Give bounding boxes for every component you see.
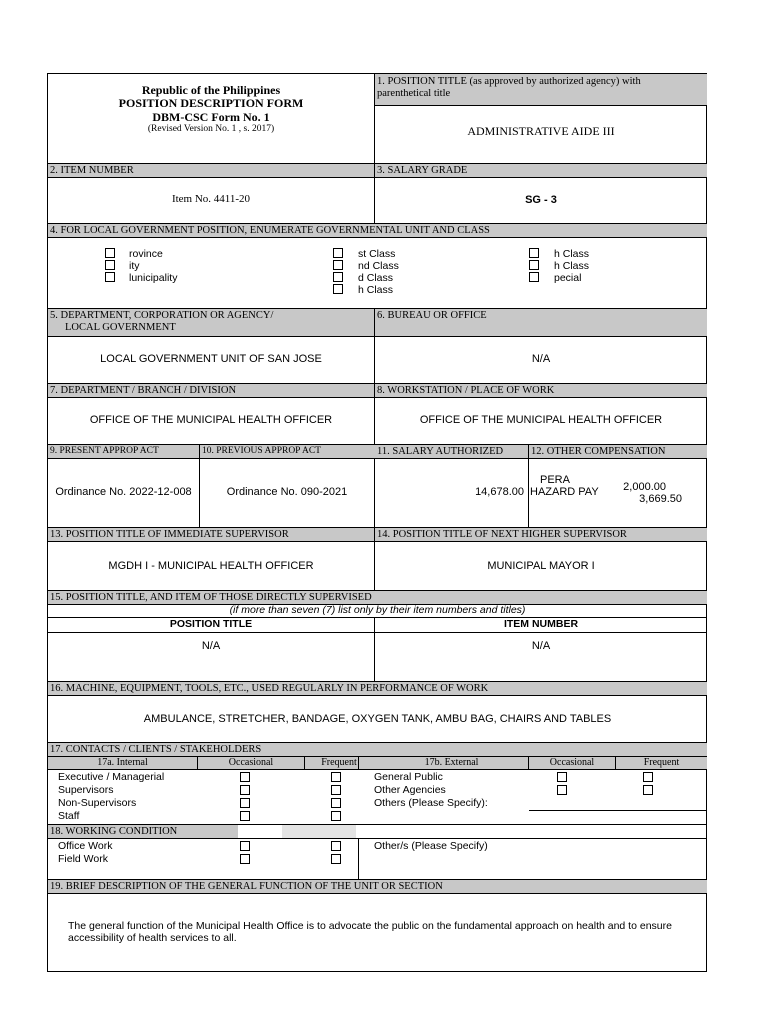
- supervised-position-value: N/A: [201, 640, 221, 652]
- class-list-b: [554, 248, 589, 284]
- form-title: POSITION DESCRIPTION FORM: [118, 96, 304, 110]
- position-description-form: [47, 73, 707, 972]
- internal-occasional-checkbox[interactable]: [240, 785, 250, 795]
- internal-frequent-checkbox[interactable]: [331, 772, 341, 782]
- class-checkbox[interactable]: [333, 284, 343, 294]
- section-18-label: 18. WORKING CONDITION: [48, 825, 238, 838]
- class-checkbox[interactable]: [333, 260, 343, 270]
- item-number-column-header: ITEM NUMBER: [503, 618, 579, 630]
- external-frequent-checkbox[interactable]: [643, 772, 653, 782]
- external-frequent-checkbox[interactable]: [643, 785, 653, 795]
- external-contact-label: General Public: [374, 771, 443, 783]
- section-8-label: 8. WORKSTATION / PLACE OF WORK: [375, 384, 707, 397]
- class-label: h Class: [554, 248, 590, 260]
- section-9-label: 9. PRESENT APPROP ACT: [48, 445, 199, 458]
- division-value: OFFICE OF THE MUNICIPAL HEALTH OFFICER: [89, 414, 333, 426]
- section-1-label-2: parenthetical title: [377, 88, 451, 99]
- internal-contact-label: Staff: [58, 810, 80, 822]
- section-5-header: [48, 309, 374, 336]
- external-contact-label: Other Agencies: [374, 784, 446, 796]
- class-label: h Class: [554, 260, 590, 272]
- position-title-column-header: POSITION TITLE: [169, 618, 253, 630]
- section-4-label: 4. FOR LOCAL GOVERNMENT POSITION, ENUMERATE GOVERNMENTAL UNIT AND CLASS: [48, 224, 707, 237]
- form-number: DBM-CSC Form No. 1: [152, 110, 270, 124]
- external-contact-label: Others (Please Specify):: [374, 797, 488, 809]
- pera-amount: 2,000.00: [623, 481, 666, 493]
- internal-contact-label: Supervisors: [58, 784, 114, 796]
- working-condition-label: Office Work: [58, 840, 113, 852]
- section-18-shade: [282, 825, 334, 838]
- internal-contacts-list: [58, 771, 164, 823]
- internal-frequent-checkbox[interactable]: [331, 785, 341, 795]
- province-checkbox[interactable]: [105, 248, 115, 258]
- city-checkbox[interactable]: [105, 260, 115, 270]
- section-15-label: 15. POSITION TITLE, AND ITEM OF THOSE DIRECTLY SUPERVISED: [48, 591, 707, 604]
- external-occasional-checkbox[interactable]: [557, 785, 567, 795]
- general-function-description: The general function of the Municipal Health Office is to advocate the public on the fundamental approach on health and to ensure accessibility of health services to all.: [68, 920, 672, 944]
- position-title-value: ADMINISTRATIVE AIDE III: [467, 124, 615, 138]
- section-19-label: 19. BRIEF DESCRIPTION OF THE GENERAL FUNCTION OF THE UNIT OR SECTION: [48, 880, 707, 893]
- internal-frequent-checkbox[interactable]: [331, 811, 341, 821]
- class-checkbox[interactable]: [529, 260, 539, 270]
- hazard-pay-label: HAZARD PAY: [530, 486, 599, 498]
- internal-occasional-header: Occasional: [228, 757, 274, 768]
- present-approp-value: Ordinance No. 2022-12-008: [55, 486, 192, 498]
- section-11-label: 11. SALARY AUTHORIZED: [375, 445, 528, 458]
- section-10-label: 10. PREVIOUS APPROP ACT: [200, 445, 374, 458]
- hazard-pay-amount: 3,669.50: [639, 493, 682, 505]
- section-5-label: 5. DEPARTMENT, CORPORATION OR AGENCY/: [50, 310, 274, 321]
- section-13-label: 13. POSITION TITLE OF IMMEDIATE SUPERVISOR: [48, 528, 374, 541]
- form-revision: (Revised Version No. 1 , s. 2017): [147, 124, 275, 134]
- special-checkbox[interactable]: [529, 272, 539, 282]
- section-17-label: 17. CONTACTS / CLIENTS / STAKEHOLDERS: [48, 743, 707, 756]
- section-2-label: 2. ITEM NUMBER: [48, 164, 374, 177]
- equipment-value: AMBULANCE, STRETCHER, BANDAGE, OXYGEN TANK, AMBU BAG, CHAIRS AND TABLES: [143, 713, 612, 725]
- working-condition-list: [58, 840, 112, 866]
- class-list-a: [358, 248, 399, 296]
- class-checkbox[interactable]: [333, 272, 343, 282]
- class-checkbox[interactable]: [333, 248, 343, 258]
- department-value: LOCAL GOVERNMENT UNIT OF SAN JOSE: [100, 353, 322, 365]
- workstation-value: OFFICE OF THE MUNICIPAL HEALTH OFFICER: [419, 414, 663, 426]
- other-conditions-label: Other/s (Please Specify): [374, 840, 488, 852]
- internal-occasional-checkbox[interactable]: [240, 772, 250, 782]
- internal-occasional-checkbox[interactable]: [240, 798, 250, 808]
- internal-header: 17a. Internal: [97, 757, 148, 768]
- immediate-supervisor-value: MGDH I - MUNICIPAL HEALTH OFFICER: [108, 560, 314, 572]
- others-specify-line[interactable]: [529, 810, 707, 811]
- external-occasional-checkbox[interactable]: [557, 772, 567, 782]
- section-18-shade: [330, 825, 356, 838]
- bureau-value: N/A: [531, 353, 551, 365]
- section-12-label: 12. OTHER COMPENSATION: [529, 445, 707, 458]
- form-header: [48, 84, 374, 135]
- municipality-checkbox[interactable]: [105, 272, 115, 282]
- lgu-type-label: rovince: [129, 248, 163, 260]
- internal-frequent-header: Frequent: [321, 757, 357, 768]
- section-6-label: 6. BUREAU OR OFFICE: [375, 309, 707, 336]
- class-label: h Class: [358, 284, 394, 296]
- internal-frequent-checkbox[interactable]: [331, 798, 341, 808]
- external-frequent-header: Frequent: [643, 757, 680, 768]
- section-7-label: 7. DEPARTMENT / BRANCH / DIVISION: [48, 384, 374, 397]
- field-work-occasional-checkbox[interactable]: [240, 854, 250, 864]
- item-number-value: Item No. 4411-20: [171, 193, 251, 205]
- section-16-label: 16. MACHINE, EQUIPMENT, TOOLS, ETC., USED REGULARLY IN PERFORMANCE OF WORK: [48, 682, 707, 695]
- internal-contact-label: Executive / Managerial: [58, 771, 165, 783]
- field-work-frequent-checkbox[interactable]: [331, 854, 341, 864]
- supervised-item-value: N/A: [531, 640, 551, 652]
- class-checkbox[interactable]: [529, 248, 539, 258]
- previous-approp-value: Ordinance No. 090-2021: [226, 486, 348, 498]
- class-label: d Class: [358, 272, 394, 284]
- section-14-label: 14. POSITION TITLE OF NEXT HIGHER SUPERVISOR: [375, 528, 707, 541]
- office-work-occasional-checkbox[interactable]: [240, 841, 250, 851]
- section-15-note: (if more than seven (7) list only by their item numbers and titles): [229, 604, 526, 616]
- internal-contact-label: Non-Supervisors: [58, 797, 137, 809]
- salary-grade-value: SG - 3: [525, 194, 557, 206]
- external-contacts-list: [374, 771, 488, 810]
- section-5-label-2: LOCAL GOVERNMENT: [65, 322, 176, 333]
- lgu-type-label: ity: [129, 260, 140, 272]
- section-3-label: 3. SALARY GRADE: [375, 164, 707, 177]
- working-condition-label: Field Work: [58, 853, 108, 865]
- internal-occasional-checkbox[interactable]: [240, 811, 250, 821]
- external-header: 17b. External: [424, 757, 479, 768]
- class-label: st Class: [358, 248, 396, 260]
- pera-label: PERA: [540, 474, 570, 486]
- salary-authorized-value: 14,678.00: [475, 486, 524, 498]
- lgu-type-label: lunicipality: [129, 272, 178, 284]
- republic-title: Republic of the Philippines: [141, 83, 281, 97]
- lgu-type-list: [129, 248, 177, 284]
- external-occasional-header: Occasional: [549, 757, 595, 768]
- section-1-header: [375, 74, 707, 105]
- section-1-label: 1. POSITION TITLE (as approved by authorized agency) with: [377, 76, 641, 87]
- class-label: pecial: [554, 272, 582, 284]
- office-work-frequent-checkbox[interactable]: [331, 841, 341, 851]
- next-supervisor-value: MUNICIPAL MAYOR I: [487, 560, 595, 572]
- class-label: nd Class: [358, 260, 399, 272]
